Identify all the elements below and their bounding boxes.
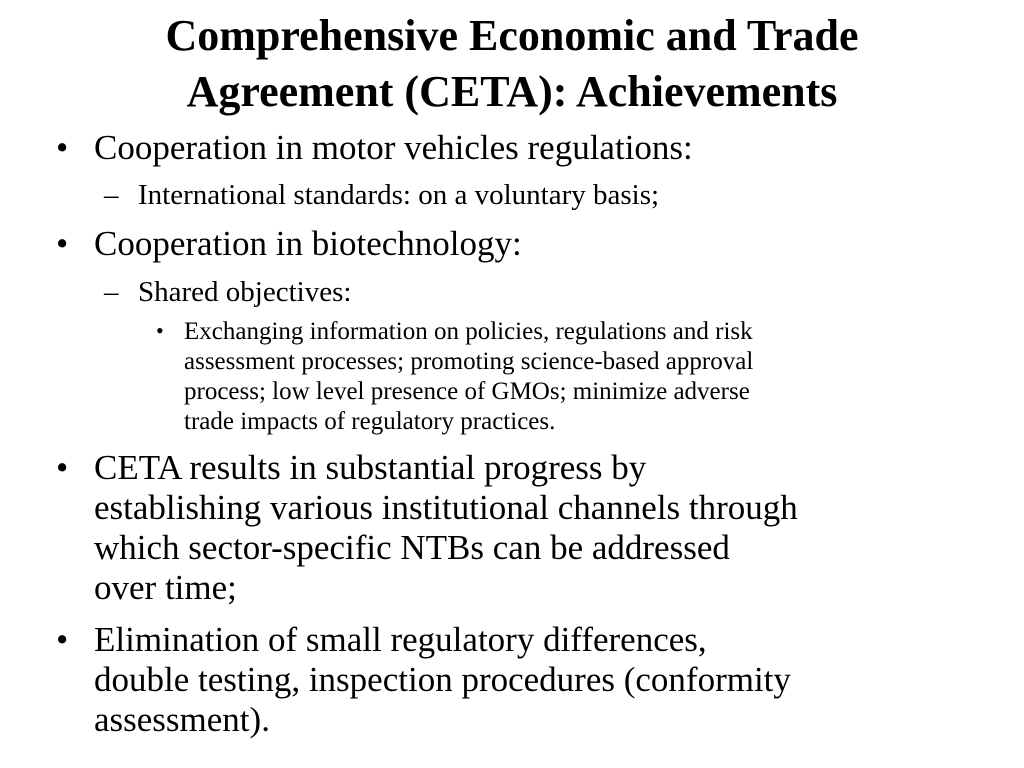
sub-bullet-shared-objectives bbox=[104, 275, 964, 309]
bullet-item-ceta-results bbox=[56, 448, 976, 613]
text-line: assessment processes; promoting science-based approval bbox=[184, 348, 754, 375]
bullet-text bbox=[94, 224, 974, 264]
bullet-marker: • bbox=[56, 448, 69, 487]
bullet-marker: • bbox=[56, 128, 69, 167]
sub-bullet-international-standards bbox=[104, 178, 964, 212]
bullet-text-line: establishing various institutional channels through bbox=[94, 488, 798, 527]
bullet-marker: • bbox=[156, 318, 164, 343]
bullet-text-line: Cooperation in motor vehicles regulations: bbox=[94, 128, 693, 167]
bullet-marker: • bbox=[56, 224, 69, 263]
sub-sub-bullet-text bbox=[184, 317, 964, 437]
bullet-item-biotechnology bbox=[56, 224, 976, 264]
bullet-text-line: which sector-specific NTBs can be addressed bbox=[94, 528, 730, 567]
bullet-text bbox=[94, 620, 974, 740]
bullet-item-elimination bbox=[56, 620, 976, 745]
text-line: Exchanging information on policies, regulations and risk bbox=[184, 318, 753, 345]
sub-bullet-text: International standards: on a voluntary basis; bbox=[138, 179, 660, 211]
bullet-text bbox=[94, 448, 974, 608]
text-line: trade impacts of regulatory practices. bbox=[184, 408, 556, 435]
bullet-text-line: CETA results in substantial progress by bbox=[94, 448, 647, 487]
bullet-text-line: assessment). bbox=[94, 700, 270, 739]
slide-title-line: Comprehensive Economic and Trade bbox=[165, 11, 859, 60]
text-line: process; low level presence of GMOs; minimize adverse bbox=[184, 378, 750, 405]
sub-bullet-text: Shared objectives: bbox=[138, 276, 352, 308]
bullet-marker: • bbox=[56, 620, 69, 659]
dash-marker: – bbox=[104, 276, 119, 308]
sub-sub-bullet-exchanging-information bbox=[156, 317, 956, 437]
bullet-text-line: over time; bbox=[94, 568, 237, 607]
bullet-text bbox=[94, 128, 974, 168]
bullet-text-line: Elimination of small regulatory differences, bbox=[94, 620, 707, 659]
bullet-text-line: Cooperation in biotechnology: bbox=[94, 224, 522, 263]
bullet-item-motor-vehicles bbox=[56, 128, 976, 168]
slide-title-line: Agreement (CETA): Achievements bbox=[186, 67, 838, 116]
dash-marker: – bbox=[104, 179, 119, 211]
bullet-text-line: double testing, inspection procedures (conformity bbox=[94, 660, 791, 699]
